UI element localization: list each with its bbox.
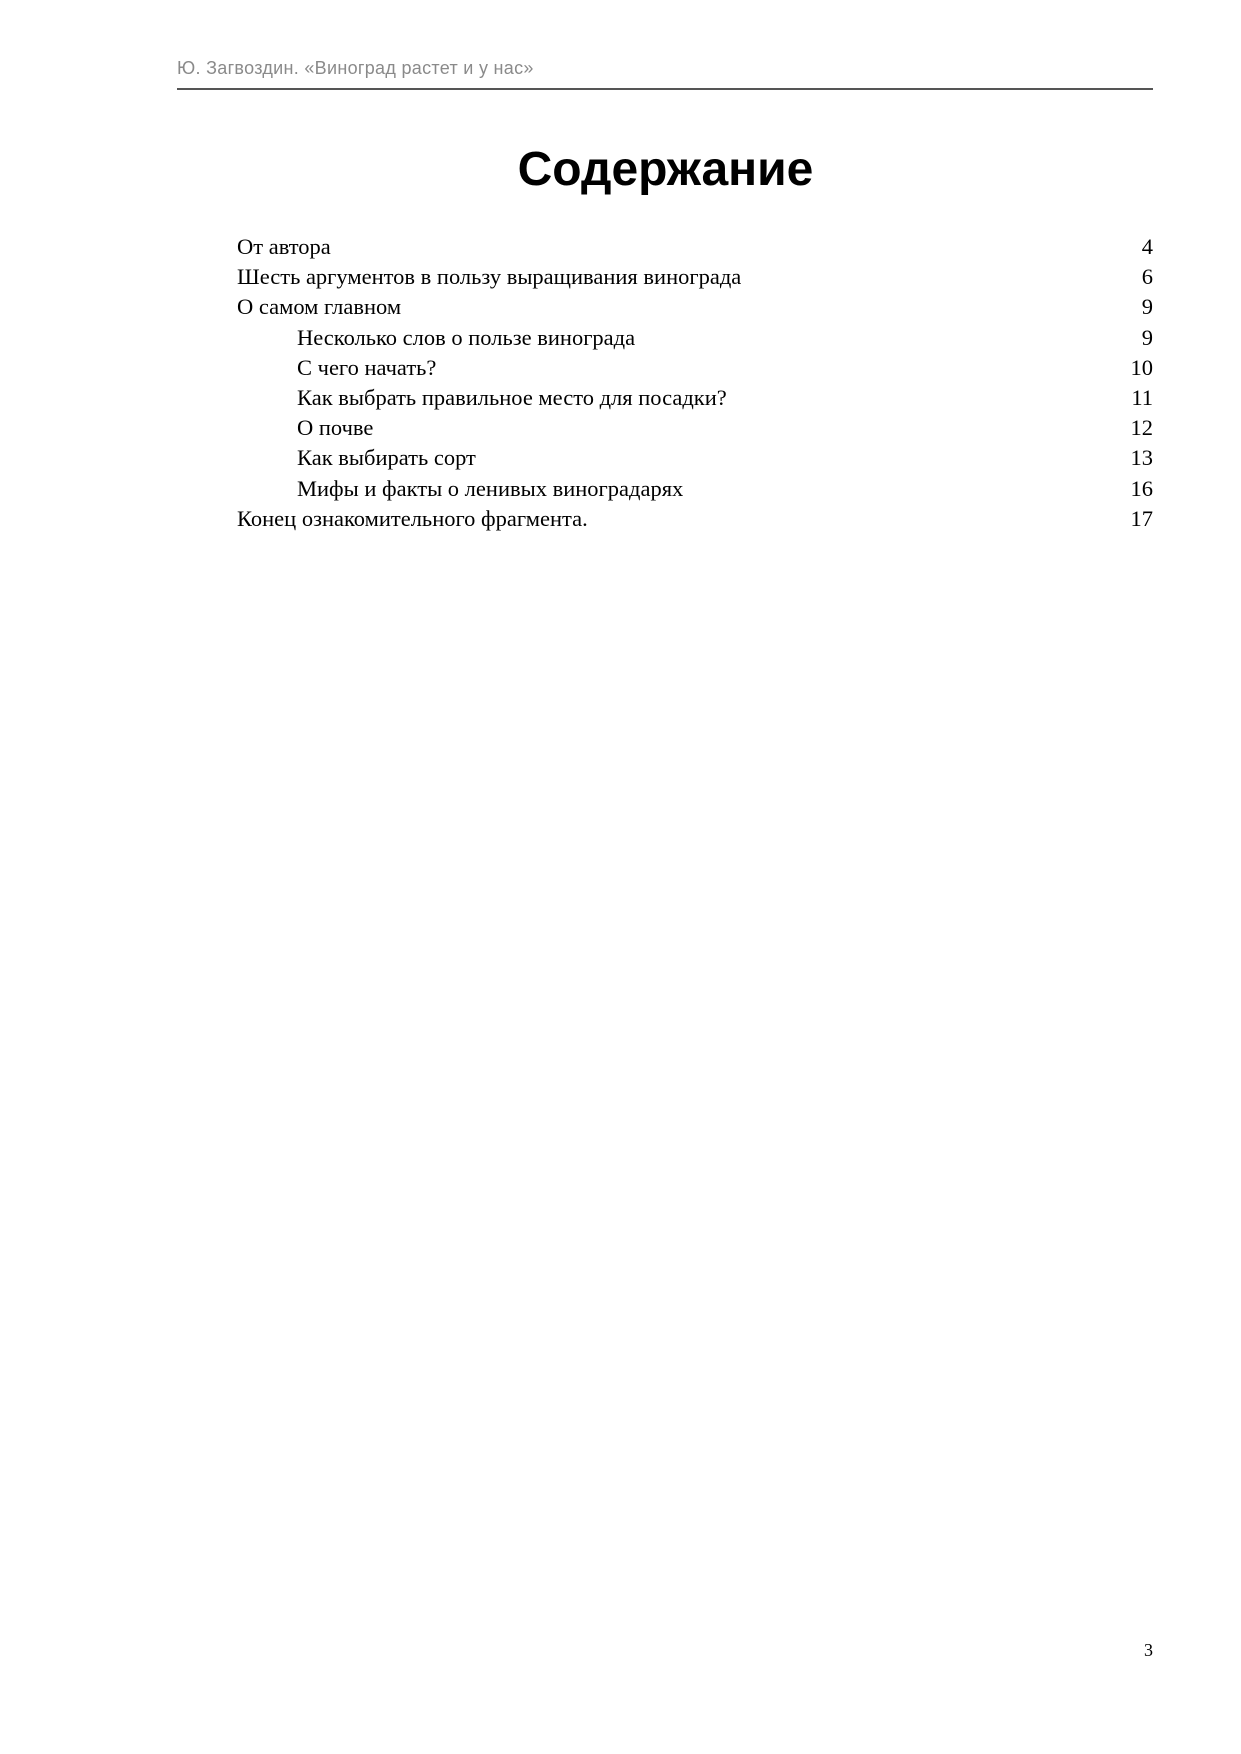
header-divider — [177, 88, 1153, 90]
toc-subentry[interactable] — [237, 383, 1153, 413]
toc-entry-title: Как выбирать сорт — [297, 445, 476, 471]
toc-entry-page: 13 — [1130, 445, 1153, 471]
toc-entry-title: От автора — [237, 234, 331, 259]
toc-subentry[interactable] — [237, 413, 1153, 443]
toc-entry-page: 12 — [1130, 415, 1153, 441]
toc-entry-title: Мифы и факты о ленивых виноградарях — [297, 475, 684, 501]
toc-entry-page: 16 — [1130, 475, 1153, 501]
toc-entry-page: 6 — [1141, 264, 1153, 290]
page-title: Содержание — [517, 143, 814, 196]
toc-subentry[interactable] — [237, 353, 1153, 383]
running-header: Ю. Загвоздин. «Виноград растет и у нас» — [177, 58, 534, 78]
toc-entry-page: 4 — [1141, 234, 1153, 259]
table-of-contents — [237, 232, 1153, 534]
toc-entry[interactable] — [237, 292, 1153, 322]
toc-entry[interactable] — [237, 504, 1153, 534]
toc-entry-title: С чего начать? — [297, 354, 437, 380]
toc-entry-page: 17 — [1130, 505, 1153, 531]
toc-entry-page: 11 — [1131, 384, 1153, 410]
toc-entry-page: 9 — [1141, 324, 1153, 350]
toc-entry-page: 10 — [1130, 354, 1153, 380]
toc-subentry[interactable] — [237, 443, 1153, 473]
toc-entry-title: О самом главном — [237, 294, 402, 320]
toc-subentry[interactable] — [237, 474, 1153, 504]
toc-entry-page: 9 — [1141, 294, 1153, 320]
toc-subentry[interactable] — [237, 323, 1153, 353]
toc-entry-title: Шесть аргументов в пользу выращивания винограда — [237, 264, 742, 290]
page-number: 3 — [1144, 1640, 1153, 1660]
toc-entry[interactable] — [237, 232, 1153, 262]
toc-entry-title: Несколько слов о пользе винограда — [297, 324, 636, 350]
toc-entry-title: Конец ознакомительного фрагмента. — [237, 505, 588, 531]
toc-entry-title: О почве — [297, 415, 374, 441]
toc-entry-title: Как выбрать правильное место для посадки? — [297, 384, 727, 410]
toc-entry[interactable] — [237, 262, 1153, 292]
